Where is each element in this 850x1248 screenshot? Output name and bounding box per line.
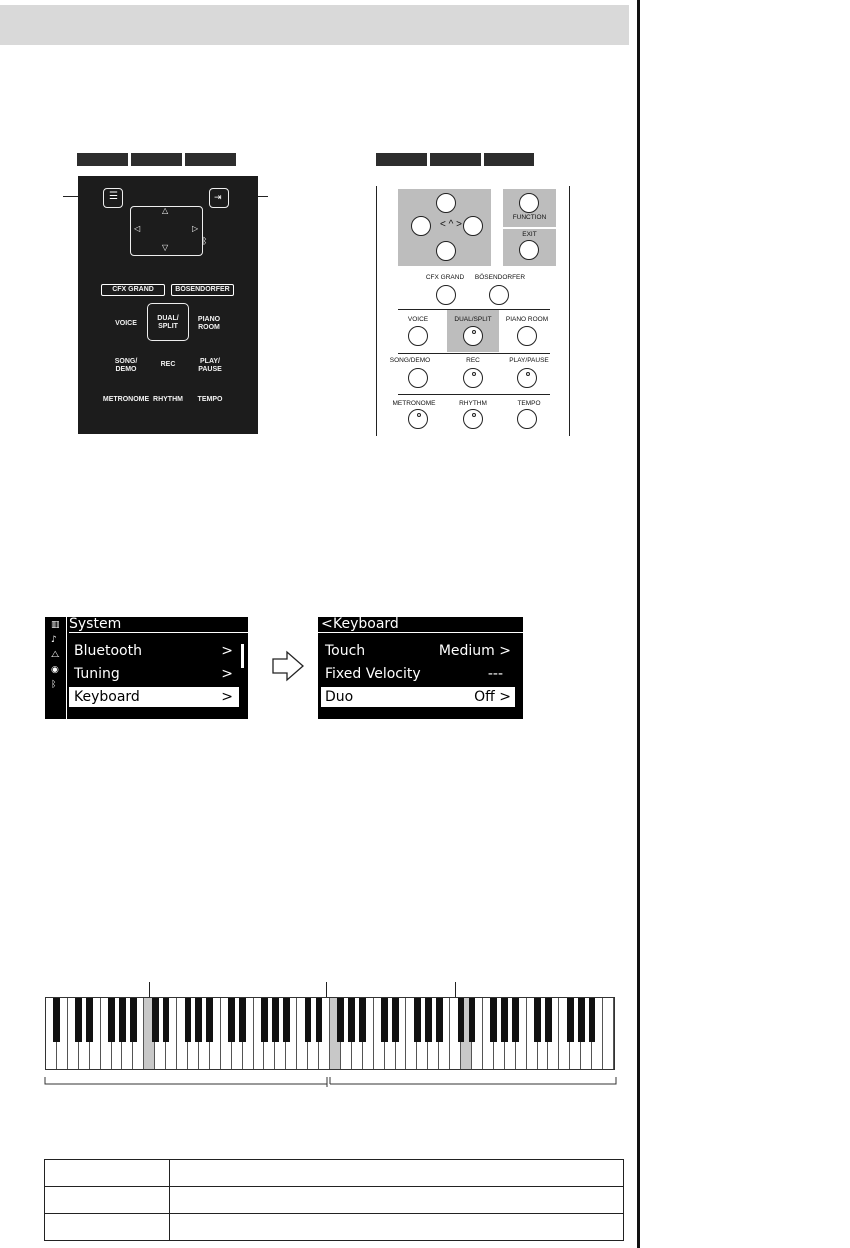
black-key [359, 998, 366, 1042]
black-key [119, 998, 126, 1042]
black-key [206, 998, 213, 1042]
table-row [45, 1214, 624, 1241]
play-pause-button[interactable]: PLAY/ PAUSE [198, 358, 222, 373]
dual-split-label: DUAL/ SPLIT [157, 315, 179, 330]
black-key [305, 998, 312, 1042]
black-key [316, 998, 323, 1042]
duo-value: Off > [474, 689, 511, 705]
page-side-rule [637, 0, 640, 1248]
black-key [163, 998, 170, 1042]
label-tab [376, 153, 427, 166]
piano-room-label: PIANO ROOM [505, 316, 549, 323]
play-pause-button[interactable] [517, 368, 537, 388]
bosendorfer-label: BÖSENDORFER [175, 286, 230, 293]
left-button[interactable] [411, 216, 431, 236]
key-pointer-line [149, 982, 150, 997]
black-key [283, 998, 290, 1042]
lcd-title: System [69, 616, 122, 632]
key-pointer-line [455, 982, 456, 997]
function-label: FUNCTION [512, 214, 547, 221]
metronome-button[interactable]: METRONOME [102, 396, 150, 403]
lcd-title-underline [318, 632, 523, 633]
lcd-title: Keyboard [333, 616, 399, 632]
black-key [414, 998, 421, 1042]
black-key [261, 998, 268, 1042]
back-chevron-icon[interactable]: < [321, 616, 333, 632]
table-row [45, 1160, 624, 1187]
bosendorfer-label-box [171, 284, 234, 296]
cursor-pad [130, 206, 203, 256]
table-cell [45, 1187, 170, 1214]
lcd-row-duo[interactable]: Duo Off > [321, 687, 515, 707]
cfx-grand-label: CFX GRAND [425, 274, 465, 281]
black-key [534, 998, 541, 1042]
black-key [108, 998, 115, 1042]
panel-left-edge [376, 186, 377, 436]
black-key [86, 998, 93, 1042]
left-arrow-icon[interactable]: ◁ [134, 224, 141, 233]
rec-label: REC [466, 357, 480, 364]
table-cell [45, 1160, 170, 1187]
cfx-grand-button[interactable] [436, 285, 456, 305]
divider [398, 394, 550, 395]
voice-button[interactable] [408, 326, 428, 346]
right-arrow-icon[interactable]: ▷ [192, 224, 199, 233]
black-key [239, 998, 246, 1042]
play-pause-label: PLAY/PAUSE [509, 357, 549, 364]
table-cell [170, 1214, 624, 1241]
dual-split-label: DUAL/SPLIT [454, 316, 492, 323]
settings-table [44, 1159, 624, 1241]
exit-button[interactable] [519, 240, 539, 260]
lcd-row-keyboard[interactable]: Keyboard > [69, 687, 239, 707]
chevron-right-icon: > [221, 689, 233, 705]
black-key [545, 998, 552, 1042]
black-key [228, 998, 235, 1042]
lcd-row-tuning[interactable]: Tuning > [74, 666, 233, 682]
black-key [490, 998, 497, 1042]
lcd-title-underline [69, 632, 248, 633]
divider [398, 353, 550, 354]
black-key [348, 998, 355, 1042]
voice-button[interactable]: VOICE [115, 320, 137, 327]
lcd-row-bluetooth[interactable]: Bluetooth > [74, 643, 233, 659]
bluetooth-icon: ᛒ [202, 236, 208, 246]
piano-keyboard [45, 997, 615, 1070]
tempo-label: TEMPO [517, 400, 541, 407]
black-key [578, 998, 585, 1042]
next-arrow-icon [270, 650, 306, 682]
black-key [567, 998, 574, 1042]
label-tab [131, 153, 182, 166]
lcd-row-touch[interactable]: Touch Medium > [325, 643, 511, 659]
dark-control-panel [78, 176, 258, 434]
black-key [53, 998, 60, 1042]
black-key [392, 998, 399, 1042]
chevron-right-icon: > [221, 643, 233, 659]
record-icon: ◉ [51, 665, 59, 675]
exit-icon: ⇥ [214, 192, 222, 202]
black-key [75, 998, 82, 1042]
bosendorfer-label: BÖSENDORFER [474, 274, 526, 281]
song-demo-button[interactable] [408, 368, 428, 388]
table-cell [45, 1214, 170, 1241]
cfx-grand-label-box [101, 284, 165, 296]
white-key [603, 998, 614, 1069]
black-key [501, 998, 508, 1042]
black-key [425, 998, 432, 1042]
rhythm-button[interactable] [463, 409, 483, 429]
up-button[interactable] [436, 193, 456, 213]
exit-label: EXIT [522, 231, 537, 238]
lcd-system-screen [45, 616, 248, 719]
black-key [589, 998, 596, 1042]
metronome-button[interactable] [408, 409, 428, 429]
tempo-button[interactable]: TEMPO [197, 396, 223, 403]
song-demo-button[interactable]: SONG/ DEMO [114, 358, 138, 373]
black-key [195, 998, 202, 1042]
metronome-label: METRONOME [392, 400, 436, 407]
key-pointer-line [326, 982, 327, 997]
dual-split-button[interactable] [147, 303, 189, 341]
song-demo-label: SONG/DEMO [389, 357, 431, 364]
fixed-velocity-value: --- [487, 666, 503, 682]
chevron-right-icon: > [221, 666, 233, 682]
rhythm-button[interactable]: RHYTHM [153, 396, 183, 403]
black-key [436, 998, 443, 1042]
table-cell [170, 1187, 624, 1214]
piano-icon: ▥ [51, 620, 60, 630]
rhythm-label: RHYTHM [459, 400, 487, 407]
down-button[interactable] [436, 241, 456, 261]
lcd-tab-icons [51, 618, 60, 693]
down-arrow-icon[interactable]: ▽ [162, 243, 169, 252]
black-key [512, 998, 519, 1042]
dual-split-button[interactable] [463, 326, 483, 346]
table-cell [170, 1160, 624, 1187]
panel-right-edge [569, 186, 570, 436]
black-key [337, 998, 344, 1042]
up-arrow-icon[interactable]: △ [162, 206, 169, 215]
black-key [469, 998, 476, 1042]
rec-button[interactable] [463, 368, 483, 388]
black-key [130, 998, 137, 1042]
black-key [458, 998, 465, 1042]
cursor-arrows-icon: < ^ > [440, 219, 462, 230]
black-key [152, 998, 159, 1042]
voice-label: VOICE [407, 316, 429, 323]
tempo-button[interactable] [517, 409, 537, 429]
lcd-scrollbar [241, 644, 244, 668]
black-key [381, 998, 388, 1042]
touch-value: Medium > [438, 643, 511, 659]
function-button[interactable] [519, 193, 539, 213]
piano-room-button[interactable]: PIANO ROOM [197, 316, 221, 331]
label-tab [185, 153, 236, 166]
exit-button[interactable] [209, 188, 229, 208]
menu-button[interactable] [103, 188, 123, 208]
piano-room-button[interactable] [517, 326, 537, 346]
section-header-bar [0, 5, 629, 45]
black-key [272, 998, 279, 1042]
lcd-keyboard-screen [318, 616, 523, 719]
label-tab [430, 153, 481, 166]
rec-button[interactable]: REC [160, 361, 176, 368]
black-key [185, 998, 192, 1042]
note-icon: ♪ [51, 635, 57, 645]
menu-icon: ☰ [109, 191, 118, 202]
bosendorfer-button[interactable] [489, 285, 509, 305]
bluetooth-icon: ᛒ [51, 680, 57, 690]
lcd-tab-divider [66, 617, 67, 719]
label-tab [77, 153, 128, 166]
metronome-icon: ⧍ [51, 650, 60, 660]
right-button[interactable] [463, 216, 483, 236]
keyboard-range-bracket [44, 1076, 618, 1088]
label-tab [484, 153, 534, 166]
lcd-row-fixed-velocity[interactable]: Fixed Velocity --- [325, 666, 503, 682]
cfx-grand-label: CFX GRAND [112, 286, 154, 293]
table-row [45, 1187, 624, 1214]
